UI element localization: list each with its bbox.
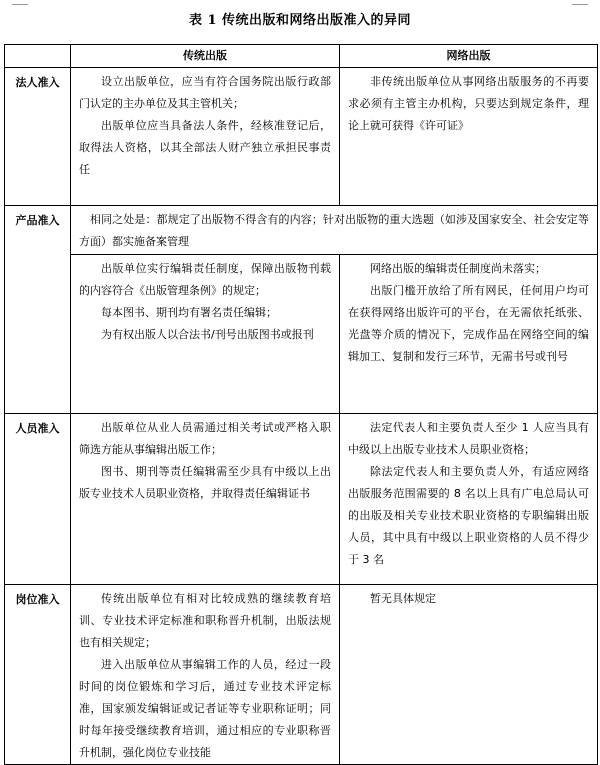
- header-row: [5, 45, 598, 68]
- cell-paragraph: 除法定代表人和主要负责人外，有适应网络出版服务范围需要的 8 名以上具有广电总局认可的出版及相关专业技术职业资格的专职编辑出版人员，其中具有中级以上职业资格的人员不得少于 3 名: [348, 465, 589, 566]
- row-label: 法人准入: [5, 68, 71, 206]
- cell-paragraph: 暂无具体规定: [370, 592, 436, 605]
- traditional-cell: [71, 68, 340, 206]
- cell-paragraph: 出版单位应当具备法人条件，经核准登记后，取得法人资格，以其全部法人财产独立承担民事责任: [79, 119, 331, 176]
- comparison-table: [4, 44, 598, 765]
- traditional-cell: [71, 255, 340, 414]
- row-label: 人员准入: [5, 414, 71, 585]
- corner-mark-right: [572, 4, 588, 5]
- table-row: [5, 68, 598, 206]
- table-title: 表 1 传统出版和网络出版准入的异同: [188, 13, 412, 28]
- cell-paragraph: 传统出版单位有相对比较成熟的继续教育培训、专业技术评定标准和职称晋升机制，出版法规也有相关规定；: [79, 592, 331, 649]
- header-traditional: 传统出版: [71, 45, 340, 68]
- cell-paragraph: 相同之处是：都规定了出版物不得含有的内容；针对出版物的重大选题（如涉及国家安全、社会安定等方面）都实施备案管理: [79, 213, 589, 248]
- table-row: [5, 585, 598, 765]
- cell-paragraph: 图书、期刊等责任编辑需至少具有中级以上出版专业技术人员职业资格，并取得责任编辑证书: [79, 465, 331, 500]
- header-online: 网络出版: [340, 45, 598, 68]
- corner-mark-left: [12, 4, 28, 5]
- online-cell: [340, 414, 598, 585]
- cell-paragraph: 设立出版单位，应当有符合国务院出版行政部门认定的主办单位及其主管机关；: [79, 75, 331, 110]
- online-cell: [340, 585, 598, 765]
- traditional-cell: [71, 414, 340, 585]
- cell-paragraph: 出版单位从业人员需通过相关考试或严格入职筛选方能从事编辑出版工作；: [79, 421, 331, 456]
- table-row: [5, 414, 598, 585]
- online-cell: [340, 68, 598, 206]
- cell-paragraph: 每本图书、期刊均有署名责任编辑；: [101, 306, 277, 319]
- shared-cell: [71, 206, 598, 255]
- cell-paragraph: 法定代表人和主要负责人至少 1 人应当具有中级以上出版专业技术人员职业资格；: [348, 421, 589, 456]
- cell-paragraph: 网络出版的编辑责任制度尚未落实；: [370, 262, 546, 275]
- cell-paragraph: 非传统出版单位从事网络出版服务的不再要求必须有主管主办机构，只要达到规定条件，理论上就可获得《许可证》: [348, 75, 589, 132]
- row-label: 产品准入: [5, 206, 71, 414]
- header-category: [5, 45, 71, 68]
- cell-paragraph: 为有权出版人以合法书/刊号出版图书或报刊: [101, 328, 314, 341]
- cell-paragraph: 出版门槛开放给了所有网民，任何用户均可在获得网络出版许可的平台，在无需依托纸张、光盘等介质的情况下，完成作品在网络空间的编辑加工、复制和发行三环节，无需书号或刊号: [348, 284, 589, 363]
- cell-paragraph: 进入出版单位从事编辑工作的人员，经过一段时间的岗位锻炼和学习后，通过专业技术评定标准，国家颁发编辑证或记者证等专业职称证明；同时每年接受继续教育培训，通过相应的专业职称晋升机制，强化岗位专业技能: [79, 658, 331, 759]
- table-row: [5, 255, 598, 414]
- row-label: 岗位准入: [5, 585, 71, 765]
- traditional-cell: [71, 585, 340, 765]
- cell-paragraph: 出版单位实行编辑责任制度，保障出版物刊载的内容符合《出版管理条例》的规定；: [79, 262, 331, 297]
- online-cell: [340, 255, 598, 414]
- table-row: [5, 206, 598, 255]
